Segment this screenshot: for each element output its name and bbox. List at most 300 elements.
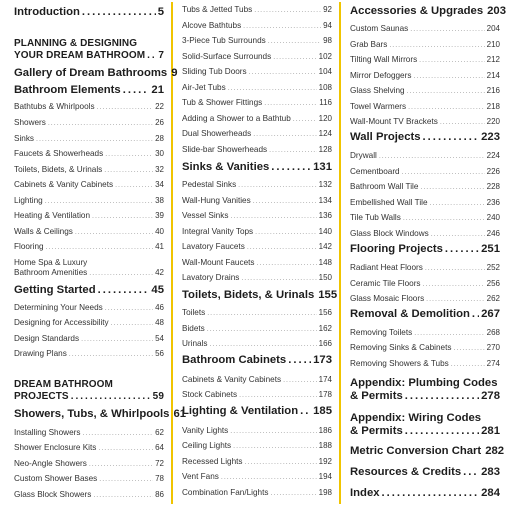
toc-entry-ceiling-lights[interactable] bbox=[182, 441, 332, 450]
toc-entry-title: Lavatory Drains bbox=[182, 273, 240, 282]
toc-entry-title: Walls & Ceilings bbox=[14, 227, 73, 236]
toc-entry-row bbox=[14, 227, 164, 236]
toc-entry-title: Embellished Wall Tile bbox=[350, 198, 428, 207]
dot-leader bbox=[426, 296, 484, 303]
toc-page-number: 62 bbox=[155, 428, 164, 437]
toc-entry-showers-tubs-and-whirlpools[interactable] bbox=[14, 408, 187, 420]
toc-entry-sinks-and-vanities[interactable] bbox=[182, 161, 332, 173]
toc-entry-row bbox=[350, 117, 500, 126]
toc-entry-row bbox=[14, 84, 164, 96]
toc-entry-removing-sinks-and-cabinets[interactable] bbox=[350, 343, 500, 352]
dot-leader bbox=[99, 476, 153, 483]
toc-entry-row bbox=[350, 466, 500, 478]
toc-entry-row bbox=[350, 229, 500, 238]
dot-leader bbox=[207, 310, 316, 317]
toc-entry-title: Wall-Mount TV Brackets bbox=[350, 117, 438, 126]
toc-entry-title: Stock Cabinets bbox=[182, 390, 238, 399]
dot-leader bbox=[115, 182, 153, 189]
toc-entry-removing-showers-and-tubs[interactable] bbox=[350, 359, 500, 368]
toc-entry-tilting-wall-mirrors[interactable] bbox=[350, 55, 500, 64]
toc-entry-towel-warmers[interactable] bbox=[350, 102, 500, 111]
toc-page-number: 246 bbox=[486, 229, 500, 238]
toc-entry-title: Sinks & Vanities bbox=[182, 161, 270, 173]
toc-entry-title: Mirror Defoggers bbox=[350, 71, 412, 80]
dot-leader bbox=[405, 390, 479, 402]
toc-entry-row bbox=[182, 289, 338, 301]
toc-entry-designing-for-accessibility[interactable] bbox=[14, 318, 164, 327]
toc-page-number: 162 bbox=[318, 324, 332, 333]
toc-entry-toilets-bidets-and-urinals[interactable] bbox=[182, 289, 338, 301]
dot-leader bbox=[209, 341, 316, 348]
toc-entry-sliding-tub-doors[interactable] bbox=[182, 67, 332, 76]
toc-page-number: 214 bbox=[486, 71, 500, 80]
toc-entry-sinks[interactable] bbox=[14, 134, 164, 143]
toc-entry-cabinets-and-vanity-cabinets[interactable] bbox=[14, 180, 164, 189]
toc-entry-wall-mount-tv-brackets[interactable] bbox=[350, 117, 500, 126]
toc-entry-title: Cabinets & Vanity Cabinets bbox=[182, 375, 282, 384]
toc-entry-design-standards[interactable] bbox=[14, 334, 164, 343]
toc-entry-row bbox=[182, 83, 332, 92]
toc-page-number: 270 bbox=[486, 343, 500, 352]
toc-entry-row bbox=[14, 67, 178, 79]
toc-page-number: 128 bbox=[318, 145, 332, 154]
toc-entry-wall-projects[interactable] bbox=[350, 131, 500, 143]
toc-entry-title: PROJECTS bbox=[14, 391, 69, 402]
toc-entry-introduction[interactable] bbox=[14, 6, 164, 18]
toc-entry-title: Vanity Lights bbox=[182, 426, 229, 435]
dot-leader bbox=[463, 466, 479, 478]
toc-entry-row bbox=[350, 131, 500, 143]
toc-page-number: 218 bbox=[486, 102, 500, 111]
toc-entry-row bbox=[350, 343, 500, 352]
dot-leader bbox=[403, 215, 485, 222]
toc-page-number: 220 bbox=[486, 117, 500, 126]
toc-entry-bathroom-cabinets[interactable] bbox=[182, 354, 332, 366]
toc-entry-row bbox=[14, 165, 164, 174]
toc-entry-row bbox=[14, 391, 164, 402]
toc-entry-title-line1: Appendix: Wiring Codes bbox=[350, 412, 482, 424]
toc-page-number: 267 bbox=[481, 308, 500, 320]
toc-page-number: 185 bbox=[313, 405, 332, 417]
toc-entry-glass-mosaic-floors[interactable] bbox=[350, 294, 500, 303]
toc-entry-ceramic-tile-floors[interactable] bbox=[350, 279, 500, 288]
toc-entry-row bbox=[14, 474, 164, 483]
dot-leader bbox=[420, 184, 484, 191]
toc-entry-neo-angle-showers[interactable] bbox=[14, 459, 164, 468]
dot-leader bbox=[254, 7, 321, 14]
toc-entry-adding-a-shower-to-a-bathtub[interactable] bbox=[182, 114, 332, 123]
dot-leader bbox=[273, 54, 316, 61]
column-divider-right bbox=[339, 2, 341, 504]
toc-entry-title: Integral Vanity Tops bbox=[182, 227, 254, 236]
dot-leader bbox=[389, 42, 484, 49]
toc-entry-title: Wall-Hung Vanities bbox=[182, 196, 251, 205]
toc-page-number: 188 bbox=[318, 441, 332, 450]
toc-entry-row bbox=[350, 487, 500, 499]
toc-entry-title: Index bbox=[350, 487, 380, 499]
toc-page-number: 116 bbox=[319, 98, 332, 107]
toc-entry-row bbox=[350, 167, 500, 176]
toc-entry-tub-and-shower-fittings[interactable] bbox=[182, 98, 332, 107]
toc-page-number: 45 bbox=[151, 284, 164, 296]
toc-page-number: 61 bbox=[173, 408, 187, 420]
toc-entry-title-line1: DREAM BATHROOM bbox=[14, 379, 113, 390]
toc-entry-showers[interactable] bbox=[14, 118, 164, 127]
toc-page-number: 102 bbox=[318, 52, 332, 61]
toc-entry-bathroom-elements[interactable] bbox=[14, 84, 164, 96]
toc-page-number: 7 bbox=[158, 50, 164, 61]
toc-entry-title: Removing Toilets bbox=[350, 328, 413, 337]
toc-entry-3-piece-tub-surrounds[interactable] bbox=[182, 36, 332, 45]
toc-entry-integral-vanity-tops[interactable] bbox=[182, 227, 332, 236]
dot-leader bbox=[228, 85, 317, 92]
toc-entry-row bbox=[14, 408, 187, 420]
toc-entry-title: Alcove Bathtubs bbox=[182, 21, 242, 30]
toc-page-number: 78 bbox=[155, 474, 164, 483]
toc-entry-grab-bars[interactable] bbox=[350, 40, 500, 49]
toc-entry-air-jet-tubs[interactable] bbox=[182, 83, 332, 92]
toc-entry-gallery-of-dream-bathrooms[interactable] bbox=[14, 67, 178, 79]
toc-entry-shower-enclosure-kits[interactable] bbox=[14, 443, 164, 452]
dot-leader bbox=[445, 243, 479, 255]
toc-entry-row bbox=[182, 21, 332, 30]
dot-leader bbox=[69, 351, 153, 358]
toc-entry-title: Bathroom Elements bbox=[14, 84, 121, 96]
toc-entry-lighting[interactable] bbox=[14, 196, 164, 205]
toc-page-number: 268 bbox=[486, 328, 500, 337]
toc-page-number: 194 bbox=[318, 472, 332, 481]
toc-entry-row bbox=[350, 390, 500, 402]
toc-entry-title: Removal & Demolition bbox=[350, 308, 470, 320]
toc-entry-title: Metric Conversion Chart bbox=[350, 445, 482, 457]
toc-entry-row bbox=[182, 196, 332, 205]
toc-page-number: 5 bbox=[157, 6, 164, 18]
toc-entry-vent-fans[interactable] bbox=[182, 472, 332, 481]
toc-entry-title: Drawing Plans bbox=[14, 349, 67, 358]
toc-entry-row bbox=[350, 243, 500, 255]
toc-page-number: 174 bbox=[318, 375, 332, 384]
toc-page-number: 236 bbox=[486, 198, 500, 207]
toc-entry-custom-saunas[interactable] bbox=[350, 24, 500, 33]
toc-entry-flooring[interactable] bbox=[14, 242, 164, 251]
toc-entry-dream-bathroom-projects[interactable] bbox=[14, 379, 164, 402]
toc-page-number: 203 bbox=[487, 5, 506, 17]
toc-entry-row bbox=[350, 359, 500, 368]
toc-entry-glass-shelving[interactable] bbox=[350, 86, 500, 95]
toc-page-number: 64 bbox=[155, 443, 164, 452]
toc-entry-title: Installing Showers bbox=[14, 428, 81, 437]
toc-entry-flooring-projects[interactable] bbox=[350, 243, 500, 255]
toc-entry-appendix-plumbing-codes-and-permits[interactable] bbox=[350, 376, 500, 402]
toc-entry-lighting-and-ventilation[interactable] bbox=[182, 405, 332, 417]
toc-entry-title: Flooring Projects bbox=[350, 243, 443, 255]
dot-leader bbox=[257, 260, 317, 267]
toc-entry-title: Gallery of Dream Bathrooms bbox=[14, 67, 168, 79]
toc-page-number: 140 bbox=[318, 227, 332, 236]
toc-entry-row bbox=[14, 149, 164, 158]
dot-leader bbox=[270, 490, 316, 497]
toc-entry-title-line1: Appendix: Plumbing Codes bbox=[350, 377, 498, 389]
toc-entry-row bbox=[14, 118, 164, 127]
toc-page-number: 283 bbox=[481, 466, 500, 478]
toc-entry-drawing-plans[interactable] bbox=[14, 349, 164, 358]
toc-entry-row bbox=[14, 102, 164, 111]
toc-page-number: 28 bbox=[155, 134, 164, 143]
dot-leader bbox=[105, 151, 153, 158]
toc-entry-bathtubs-and-whirlpools[interactable] bbox=[14, 102, 164, 111]
toc-entry-planning-and-designing-your-dream-bathroom[interactable] bbox=[14, 38, 164, 61]
toc-entry-row bbox=[182, 457, 332, 466]
dot-leader bbox=[271, 161, 311, 173]
toc-entry-title: Glass Block Showers bbox=[14, 490, 92, 499]
dot-leader bbox=[423, 281, 485, 288]
toc-entry-row bbox=[182, 129, 332, 138]
toc-entry-cabinets-and-vanity-cabinets[interactable] bbox=[182, 375, 332, 384]
toc-entry-lavatory-drains[interactable] bbox=[182, 273, 332, 282]
toc-page-number: 59 bbox=[152, 391, 164, 402]
toc-entry-row bbox=[182, 488, 332, 497]
toc-entry-radiant-heat-floors[interactable] bbox=[350, 263, 500, 272]
toc-entry-row bbox=[350, 5, 506, 17]
toc-page-number: 278 bbox=[481, 390, 500, 402]
dot-leader bbox=[407, 88, 485, 95]
toc-entry-title: Glass Mosaic Floors bbox=[350, 294, 425, 303]
toc-page-number: 38 bbox=[155, 196, 164, 205]
toc-entry-row bbox=[350, 86, 500, 95]
toc-page-number: 148 bbox=[318, 258, 332, 267]
toc-entry-title: Air-Jet Tubs bbox=[182, 83, 226, 92]
toc-entry-title: Bidets bbox=[182, 324, 205, 333]
toc-entry-row bbox=[182, 441, 332, 450]
toc-entry-title: Removing Showers & Tubs bbox=[350, 359, 449, 368]
dot-leader bbox=[98, 445, 153, 452]
toc-entry-urinals[interactable] bbox=[182, 339, 332, 348]
dot-leader bbox=[247, 244, 317, 251]
toc-entry-title: Neo-Angle Showers bbox=[14, 459, 87, 468]
toc-entry-title: Glass Block Windows bbox=[350, 229, 429, 238]
toc-page-number: 30 bbox=[155, 149, 164, 158]
toc-entry-title: Ceramic Tile Floors bbox=[350, 279, 421, 288]
toc-entry-row bbox=[14, 242, 164, 251]
toc-page-number: 223 bbox=[481, 131, 500, 143]
toc-page-number: 186 bbox=[318, 426, 332, 435]
toc-entry-row bbox=[350, 55, 500, 64]
toc-entry-row bbox=[182, 405, 332, 417]
toc-entry-getting-started[interactable] bbox=[14, 284, 164, 296]
toc-entry-row bbox=[14, 459, 164, 468]
toc-page-number: 281 bbox=[481, 425, 500, 437]
toc-entry-vessel-sinks[interactable] bbox=[182, 211, 332, 220]
dot-leader bbox=[405, 425, 479, 437]
toc-entry-title: 3-Piece Tub Surrounds bbox=[182, 36, 266, 45]
toc-entry-cementboard[interactable] bbox=[350, 167, 500, 176]
toc-entry-toilets-bidets-and-urinals[interactable] bbox=[14, 165, 164, 174]
toc-entry-bathroom-wall-tile[interactable] bbox=[350, 182, 500, 191]
toc-entry-vanity-lights[interactable] bbox=[182, 426, 332, 435]
toc-entry-row bbox=[350, 263, 500, 272]
toc-entry-wall-mount-faucets[interactable] bbox=[182, 258, 332, 267]
dot-leader bbox=[245, 459, 317, 466]
toc-entry-title: Getting Started bbox=[14, 284, 96, 296]
toc-entry-row bbox=[14, 134, 164, 143]
toc-entry-walls-and-ceilings[interactable] bbox=[14, 227, 164, 236]
dot-leader bbox=[82, 6, 156, 18]
toc-entry-solid-surface-surrounds[interactable] bbox=[182, 52, 332, 61]
toc-entry-title: Toilets, Bidets, & Urinals bbox=[14, 165, 103, 174]
toc-entry-row bbox=[350, 445, 505, 457]
toc-page-number: 204 bbox=[486, 24, 500, 33]
toc-entry-index[interactable] bbox=[350, 487, 500, 499]
dot-leader bbox=[92, 213, 153, 220]
toc-page-number: 108 bbox=[318, 83, 332, 92]
toc-entry-row bbox=[14, 490, 164, 499]
toc-page-number: 256 bbox=[486, 279, 500, 288]
dot-leader bbox=[123, 84, 150, 96]
toc-entry-title: Faucets & Showerheads bbox=[14, 149, 104, 158]
toc-entry-row bbox=[182, 242, 332, 251]
toc-page-number: 150 bbox=[318, 273, 332, 282]
toc-entry-accessories-and-upgrades[interactable] bbox=[350, 5, 506, 17]
toc-entry-title: Designing for Accessibility bbox=[14, 318, 109, 327]
toc-page-number: 26 bbox=[155, 118, 164, 127]
toc-entry-removing-toilets[interactable] bbox=[350, 328, 500, 337]
toc-entry-determining-your-needs[interactable] bbox=[14, 303, 164, 312]
toc-entry-embellished-wall-tile[interactable] bbox=[350, 198, 500, 207]
toc-entry-title: Showers bbox=[14, 118, 46, 127]
toc-page-number: 210 bbox=[486, 40, 500, 49]
toc-entry-row bbox=[350, 279, 500, 288]
toc-entry-row bbox=[182, 390, 332, 399]
toc-entry-appendix-wiring-codes-and-permits[interactable] bbox=[350, 411, 500, 437]
dot-leader bbox=[48, 120, 153, 127]
toc-page-number: 94 bbox=[323, 21, 332, 30]
toc-entry-alcove-bathtubs[interactable] bbox=[182, 21, 332, 30]
toc-entry-home-spa-and-luxury-bathroom-amenities[interactable] bbox=[14, 258, 164, 277]
dot-leader bbox=[408, 104, 485, 111]
dot-leader bbox=[249, 69, 317, 76]
toc-entry-row bbox=[350, 71, 500, 80]
toc-entry-title: Design Standards bbox=[14, 334, 80, 343]
toc-page-number: 224 bbox=[486, 151, 500, 160]
toc-entry-title: Bathtubs & Whirlpools bbox=[14, 102, 95, 111]
dot-leader bbox=[269, 147, 317, 154]
toc-entry-title: Tilting Wall Mirrors bbox=[350, 55, 418, 64]
toc-entry-row bbox=[14, 284, 164, 296]
toc-entry-title: Lighting & Ventilation bbox=[182, 405, 299, 417]
toc-page-number: 56 bbox=[155, 349, 164, 358]
dot-leader bbox=[419, 57, 484, 64]
toc-entry-lavatory-faucets[interactable] bbox=[182, 242, 332, 251]
toc-entry-glass-block-windows[interactable] bbox=[350, 229, 500, 238]
toc-entry-row bbox=[182, 52, 332, 61]
toc-page-number: 212 bbox=[486, 55, 500, 64]
toc-entry-title: Pedestal Sinks bbox=[182, 180, 237, 189]
dot-leader bbox=[453, 345, 484, 352]
toc-entry-faucets-and-showerheads[interactable] bbox=[14, 149, 164, 158]
toc-entry-pedestal-sinks[interactable] bbox=[182, 180, 332, 189]
toc-entry-custom-shower-bases[interactable] bbox=[14, 474, 164, 483]
toc-entry-title: Bathroom Wall Tile bbox=[350, 182, 419, 191]
toc-page-number: 54 bbox=[155, 334, 164, 343]
toc-entry-title: Ceiling Lights bbox=[182, 441, 232, 450]
toc-entry-mirror-defoggers[interactable] bbox=[350, 71, 500, 80]
toc-entry-title: Sinks bbox=[14, 134, 35, 143]
toc-entry-row bbox=[350, 213, 500, 222]
toc-entry-slide-bar-showerheads[interactable] bbox=[182, 145, 332, 154]
toc-entry-title: Lavatory Faucets bbox=[182, 242, 245, 251]
toc-entry-row bbox=[182, 324, 332, 333]
toc-entry-glass-block-showers[interactable] bbox=[14, 490, 164, 499]
toc-entry-toilets[interactable] bbox=[182, 308, 332, 317]
toc-entry-bidets[interactable] bbox=[182, 324, 332, 333]
toc-page-number: 262 bbox=[486, 294, 500, 303]
dot-leader bbox=[431, 231, 485, 238]
toc-entry-title-line1: PLANNING & DESIGNING bbox=[14, 38, 138, 49]
dot-leader bbox=[425, 265, 485, 272]
toc-entry-row bbox=[14, 334, 164, 343]
toc-entry-title: YOUR DREAM BATHROOM bbox=[14, 50, 146, 61]
toc-entry-title: Radiant Heat Floors bbox=[350, 263, 423, 272]
toc-entry-dual-showerheads[interactable] bbox=[182, 129, 332, 138]
dot-leader bbox=[81, 336, 153, 343]
toc-entry-metric-conversion-chart[interactable] bbox=[350, 445, 505, 457]
toc-entry-row bbox=[182, 227, 332, 236]
toc-page-number: 251 bbox=[481, 243, 500, 255]
toc-page-number: 72 bbox=[155, 459, 164, 468]
toc-entry-row bbox=[14, 196, 164, 205]
toc-entry-title: Lighting bbox=[14, 196, 43, 205]
toc-page-number: 156 bbox=[318, 308, 332, 317]
toc-entry-title: & Permits bbox=[350, 390, 403, 402]
toc-entry-stock-cabinets[interactable] bbox=[182, 390, 332, 399]
toc-entry-title: Tile Tub Walls bbox=[350, 213, 401, 222]
toc-entry-installing-showers[interactable] bbox=[14, 428, 164, 437]
toc-entry-recessed-lights[interactable] bbox=[182, 457, 332, 466]
toc-page-number: 136 bbox=[318, 211, 332, 220]
dot-leader bbox=[239, 392, 317, 399]
toc-entry-drywall[interactable] bbox=[350, 151, 500, 160]
toc-entry-row bbox=[182, 114, 332, 123]
dot-leader bbox=[472, 308, 479, 320]
toc-entry-tubs-and-jetted-tubs[interactable] bbox=[182, 5, 332, 14]
toc-entry-wall-hung-vanities[interactable] bbox=[182, 196, 332, 205]
toc-entry-row bbox=[350, 102, 500, 111]
toc-entry-combination-fan-lights[interactable] bbox=[182, 488, 332, 497]
toc-entry-heating-and-ventilation[interactable] bbox=[14, 211, 164, 220]
dot-leader bbox=[36, 136, 153, 143]
toc-page-number: 228 bbox=[486, 182, 500, 191]
toc-page-number: 98 bbox=[323, 36, 332, 45]
toc-entry-row bbox=[182, 354, 332, 366]
toc-entry-tile-tub-walls[interactable] bbox=[350, 213, 500, 222]
dot-leader bbox=[111, 320, 153, 327]
toc-page-number: 216 bbox=[486, 86, 500, 95]
toc-entry-title: Towel Warmers bbox=[350, 102, 407, 111]
toc-page-number: 39 bbox=[155, 211, 164, 220]
dot-leader bbox=[379, 153, 485, 160]
toc-entry-row bbox=[14, 349, 164, 358]
toc-page-number: 124 bbox=[318, 129, 332, 138]
dot-leader bbox=[98, 284, 150, 296]
toc-page-number: 48 bbox=[155, 318, 164, 327]
toc-entry-row bbox=[14, 303, 164, 312]
dot-leader bbox=[293, 116, 317, 123]
toc-entry-resources-and-credits[interactable] bbox=[350, 466, 500, 478]
toc-entry-title: Grab Bars bbox=[350, 40, 388, 49]
toc-entry-removal-and-demolition[interactable] bbox=[350, 308, 500, 320]
toc-entry-row bbox=[182, 472, 332, 481]
toc-page-number: 120 bbox=[318, 114, 332, 123]
